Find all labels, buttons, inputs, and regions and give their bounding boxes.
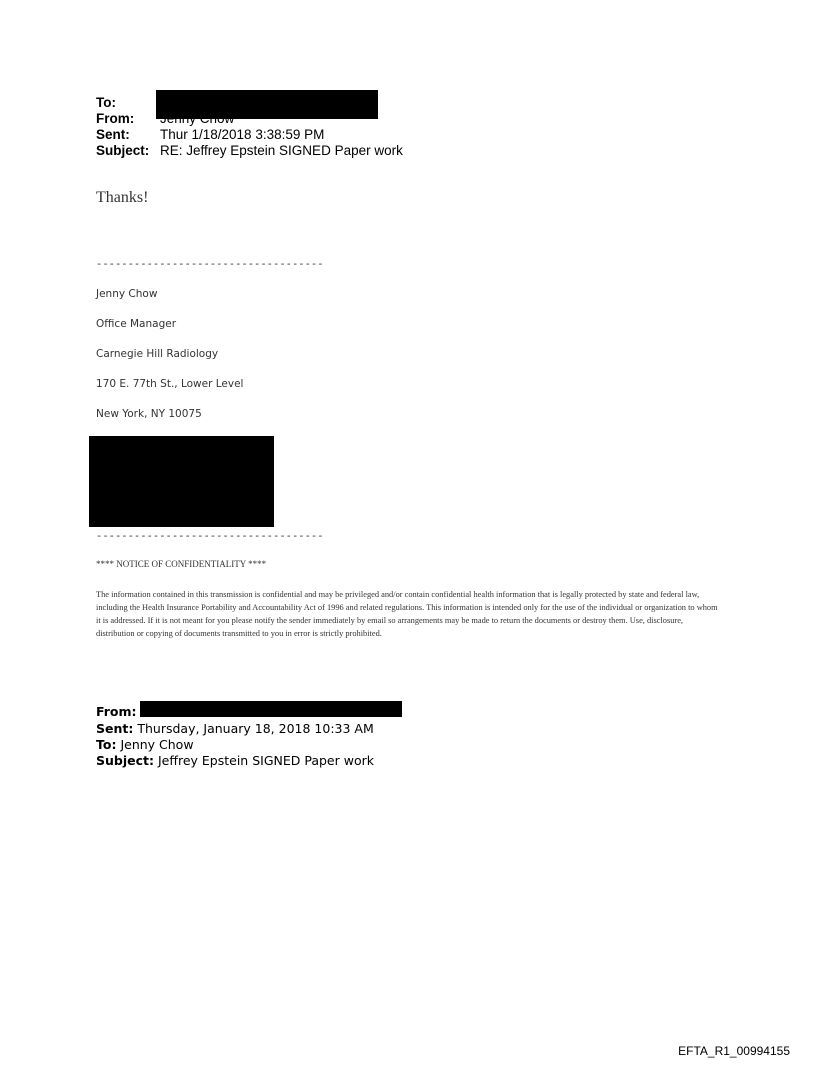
signature-name: Jenny Chow [96,288,158,300]
original-subject-row [96,752,374,769]
header-sent-label: Sent: [96,127,130,142]
original-subject-label: Subject: [96,753,154,768]
original-subject-value: Jeffrey Epstein SIGNED Paper work [157,753,374,768]
signature-divider-bottom: ------------------------------------ [96,530,324,542]
original-sent-label: Sent: [96,721,134,736]
header-to-row [96,95,160,111]
signature-divider-top: ------------------------------------ [96,258,324,270]
original-from-row [96,703,137,720]
message-body: Thanks! [96,189,149,206]
confidentiality-text: The information contained in this transmission is confidential and may be privileged and/or contain confidential health information that is legally protected by state and federal law, including the Health Insurance Portability and Accountability Act of 1996 and related regulations. This information is intended only for the use of the individual or organization to whom it is addressed. If it is not meant for you please notify the sender immediately by email so arrangements may be made to return the documents or destroy them. Use, disclosure, distribution or copying of documents transmitted to you in error is strictly prohibited. [96,590,718,638]
original-from-label: From: [96,704,137,719]
bates-number: EFTA_R1_00994155 [678,1044,790,1058]
header-to-label: To: [96,95,116,110]
header-subject-row [96,143,403,159]
header-sent-value: Thur 1/18/2018 3:38:59 PM [160,127,325,142]
original-sent-value: Thursday, January 18, 2018 10:33 AM [137,721,374,736]
redaction-box [156,90,378,119]
signature-address-line2: New York, NY 10075 [96,408,202,420]
redaction-box [140,701,402,717]
header-subject-value: RE: Jeffrey Epstein SIGNED Paper work [160,143,403,158]
signature-company: Carnegie Hill Radiology [96,348,219,360]
original-to-label: To: [96,737,117,752]
header-sent-row [96,127,324,143]
original-to-value: Jenny Chow [120,737,194,752]
signature-address-line1: 170 E. 77th St., Lower Level [96,378,244,390]
redaction-box [89,436,274,527]
header-subject-label: Subject: [96,143,150,158]
original-sent-row [96,720,374,737]
header-from-label: From: [96,111,135,126]
original-to-row [96,736,194,753]
signature-title: Office Manager [96,318,177,330]
confidentiality-title: **** NOTICE OF CONFIDENTIALITY **** [96,559,267,569]
